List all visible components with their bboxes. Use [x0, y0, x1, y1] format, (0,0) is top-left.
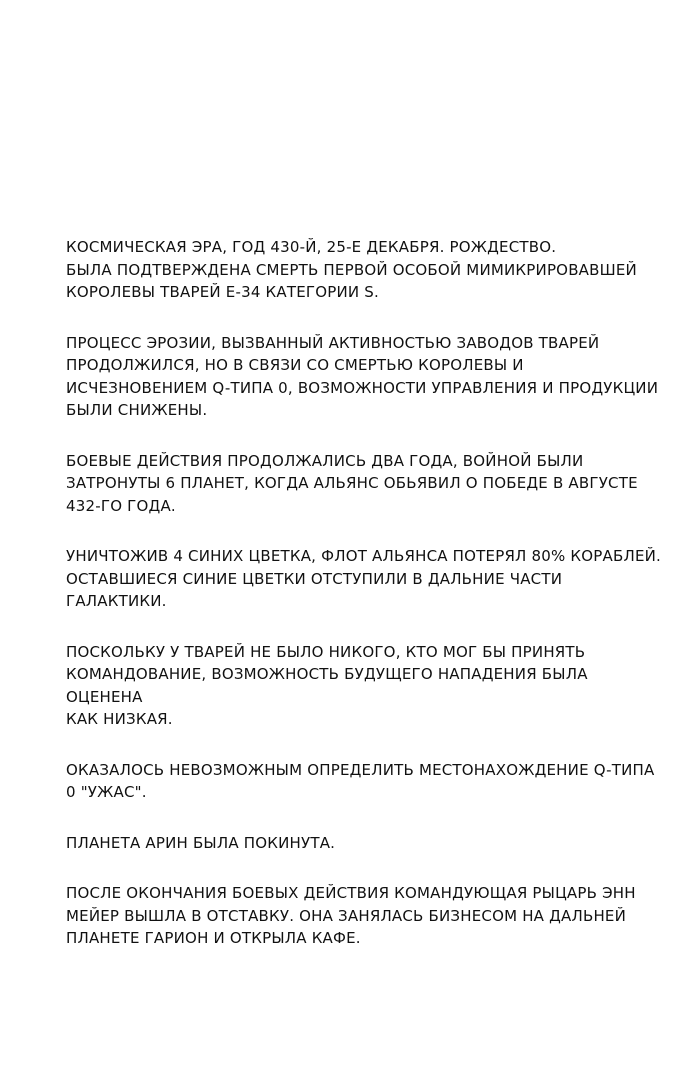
narration-paragraph-6: ОКАЗАЛОСЬ НЕВОЗМОЖНЫМ ОПРЕДЕЛИТЬ МЕСТОНАХОЖДЕНИЕ Q-ТИПА 0 "УЖАС".	[66, 760, 655, 801]
narration-paragraph-5: ПОСКОЛЬКУ У ТВАРЕЙ НЕ БЫЛО НИКОГО, КТО МОГ БЫ ПРИНЯТЬ КОМАНДОВАНИЕ, ВОЗМОЖНОСТЬ БУДУЩЕГО НАПАДЕНИЯ БЫЛА ОЦЕНЕНА КАК НИЗКАЯ.	[66, 642, 588, 728]
narration-paragraph-8: ПОСЛЕ ОКОНЧАНИЯ БОЕВЫХ ДЕЙСТВИЯ КОМАНДУЮЩАЯ РЫЦАРЬ ЭНН МЕЙЕР ВЫШЛА В ОТСТАВКУ. ОНА ЗАНЯЛАСЬ БИЗНЕСОМ НА ДАЛЬНЕЙ ПЛАНЕТЕ ГАРИОН И ОТКРЫЛА КАФЕ.	[66, 884, 636, 947]
narration-paragraph-1: КОСМИЧЕСКАЯ ЭРА, ГОД 430-Й, 25-Е ДЕКАБРЯ. РОЖДЕСТВО. БЫЛА ПОДТВЕРЖДЕНА СМЕРТЬ ПЕРВОЙ ОСОБОЙ МИМИКРИРОВАВШЕЙ КОРОЛЕВЫ ТВАРЕЙ Е-34 КАТЕГОРИИ S.	[66, 238, 637, 301]
narration-paragraph-4: УНИЧТОЖИВ 4 СИНИХ ЦВЕТКА, ФЛОТ АЛЬЯНСА ПОТЕРЯЛ 80% КОРАБЛЕЙ. ОСТАВШИЕСЯ СИНИЕ ЦВЕТКИ ОТСТУПИЛИ В ДАЛЬНИЕ ЧАСТИ ГАЛАКТИКИ.	[66, 547, 662, 610]
narration-text-block	[66, 236, 666, 950]
narration-paragraph-3: БОЕВЫЕ ДЕЙСТВИЯ ПРОДОЛЖАЛИСЬ ДВА ГОДА, ВОЙНОЙ БЫЛИ ЗАТРОНУТЫ 6 ПЛАНЕТ, КОГДА АЛЬЯНС ОБЬЯВИЛ О ПОБЕДЕ В АВГУСТЕ 432-ГО ГОДА.	[66, 451, 638, 515]
narration-paragraph-2: ПРОЦЕСС ЭРОЗИИ, ВЫЗВАННЫЙ АКТИВНОСТЬЮ ЗАВОДОВ ТВАРЕЙ ПРОДОЛЖИЛСЯ, НО В СВЯЗИ СО СМЕРТЬЮ КОРОЛЕВЫ И ИСЧЕЗНОВЕНИЕМ Q-ТИПА 0, ВОЗМОЖНОСТИ УПРАВЛЕНИЯ И ПРОДУКЦИИ БЫЛИ СНИЖЕНЫ.	[66, 333, 659, 419]
narration-paragraph-7: ПЛАНЕТА АРИН БЫЛА ПОКИНУТА.	[66, 833, 336, 852]
